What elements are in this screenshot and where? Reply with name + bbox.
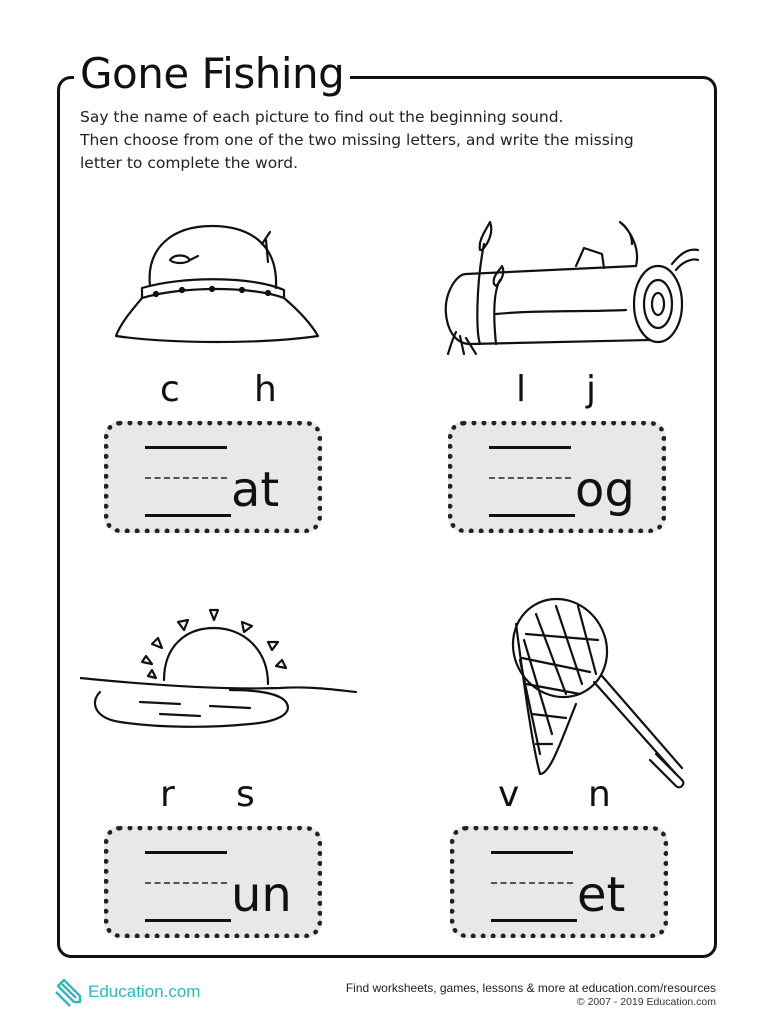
writing-line-top: [145, 446, 227, 449]
writing-line-mid: [145, 477, 227, 479]
word-ending: et: [577, 867, 626, 923]
choice-letter: l: [516, 369, 527, 410]
writing-line-top: [489, 446, 571, 449]
choice-letter: n: [588, 774, 611, 815]
choice-letter: c: [160, 369, 180, 410]
word-ending: og: [575, 462, 635, 518]
answer-box: [104, 826, 322, 938]
page-title: Gone Fishing: [74, 50, 350, 98]
instructions: [80, 106, 700, 175]
writing-blank[interactable]: [491, 919, 577, 922]
writing-line-mid: [489, 477, 571, 479]
letter-choices: [516, 370, 696, 410]
writing-line-mid: [491, 882, 573, 884]
choice-letter: v: [498, 774, 520, 815]
writing-blank[interactable]: [145, 919, 231, 922]
writing-blank[interactable]: [489, 514, 575, 517]
hat-icon: [112, 218, 322, 348]
copyright: © 2007 - 2019 Education.com: [576, 996, 716, 1008]
instruction-line: letter to complete the word.: [80, 154, 299, 172]
brand-logo[interactable]: [52, 974, 200, 1010]
letter-choices: [160, 370, 340, 410]
choice-letter: j: [586, 369, 597, 410]
choice-letter: r: [160, 774, 175, 815]
choice-letter: s: [236, 774, 255, 815]
instruction-line: Say the name of each picture to find out the beginning sound.: [80, 108, 564, 126]
writing-line-mid: [145, 882, 227, 884]
log-icon: [436, 214, 700, 359]
sun-icon: [80, 606, 360, 756]
writing-line-top: [145, 851, 227, 854]
answer-box: [448, 421, 666, 533]
letter-choices: [160, 775, 340, 815]
writing-blank[interactable]: [145, 514, 231, 517]
writing-line-top: [491, 851, 573, 854]
word-ending: at: [231, 462, 280, 518]
word-ending: un: [231, 867, 292, 923]
choice-letter: h: [254, 369, 277, 410]
footer-links[interactable]: Find worksheets, games, lessons & more at education.com/resources: [345, 981, 716, 995]
brand-name: Education.com: [88, 982, 201, 1001]
answer-box: [450, 826, 668, 938]
answer-box: [104, 421, 322, 533]
instruction-line: Then choose from one of the two missing letters, and write the missing: [80, 131, 634, 149]
net-icon: [506, 594, 690, 794]
pencil-icon: [52, 976, 84, 1008]
letter-choices: [498, 775, 678, 815]
